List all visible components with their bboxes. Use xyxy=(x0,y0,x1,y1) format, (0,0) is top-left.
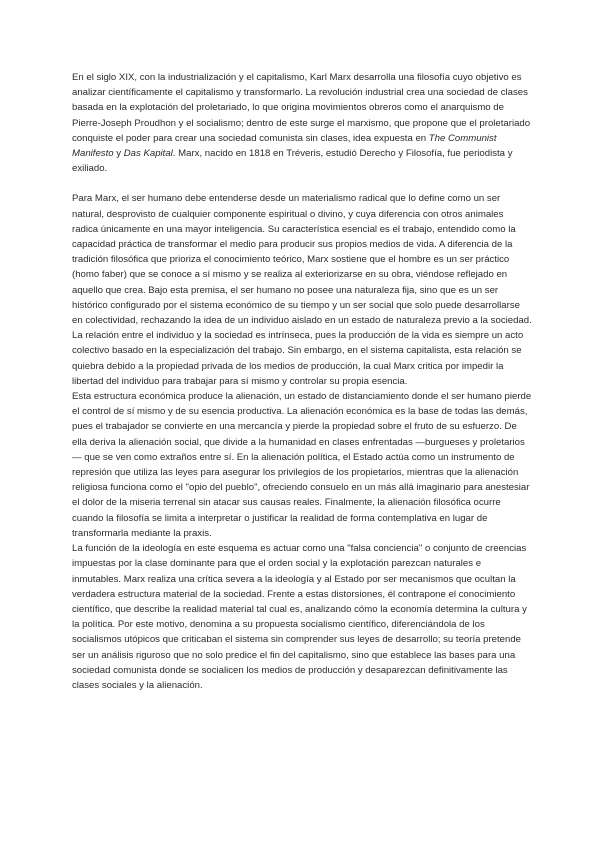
paragraph-text: La relación entre el individuo y la sociedad es intrínseca, pues la producción de la vida es siempre un acto colectivo basado en la especialización del trabajo. Sin embargo, en el sistema capitalista, esta relación se quiebra debido a la propiedad privada de los medios de producción, la cual Marx critica por impedir la libertad del individuo para trabajar para sí mismo y controlar su propia esencia. xyxy=(72,330,524,387)
paragraph-intro xyxy=(72,70,532,176)
paragraph-text: Para Marx, el ser humano debe entenderse desde un materialismo radical que lo define como un ser natural, desprovisto de cualquier componente espiritual o divino, y cuya diferencia con otros animales radica únicamente en una mayor inteligencia. Su característica esencial es el trabajo, entendido como la capacidad práctica de transformar el medio para producir sus propios medios de vida. A diferencia de la tradición filosófica que prioriza el conocimiento teórico, Marx sostiene que el hombre es un ser práctico (homo faber) que se conoce a sí mismo y se realiza al exteriorizarse en su obra, viéndose reflejado en aquello que crea. Bajo esta premisa, el ser humano no posee una naturaleza fija, sino que es un ser histórico configurado por el sistema económico de su tiempo y un ser social que solo puede desarrollarse en colectividad, rechazando la idea de un individuo aislado en un estado de naturaleza previo a la sociedad. xyxy=(72,193,532,327)
paragraph-ideology xyxy=(72,541,532,693)
paragraph-text: y xyxy=(113,148,124,160)
paragraph-text: En el siglo XIX, con la industrialización y el capitalismo, Karl Marx desarrolla una filosofía cuyo objetivo es analizar científicamente el capitalismo y transformarlo. La revolución industrial crea una sociedad de clases basada en la explotación del proletariado, lo que origina movimientos obreros como el anarquismo de Pierre-Joseph Proudhon y el socialismo; dentro de este surge el marxismo, que propone que el proletariado conquiste el poder para crear una sociedad comunista sin clases, idea expuesta en xyxy=(72,72,531,144)
paragraph-text: La función de la ideología en este esquema es actuar como una "falsa conciencia" o conjunto de creencias impuestas por la clase dominante para que el orden social y la explotación parezcan naturales e inmutables. Marx realiza una crítica severa a la ideología y al Estado por ser mecanismos que ocultan la verdadera estructura material de la sociedad. Frente a estas distorsiones, él contrapone el conocimiento científico, que describe la realidad material tal cual es, analizando cómo la economía determina la cultura y la política. Por este motivo, denomina a su propuesta socialismo científico, diferenciándola de los socialismos utópicos que criticaban el sistema sin comprender sus leyes de desarrollo; su teoría pretende ser un análisis riguroso que no solo predice el fin del capitalismo, sino que establece las bases para una sociedad comunista donde se socialicen los medios de producción y desaparezcan definitivamente las clases sociales y la alienación. xyxy=(72,543,527,691)
book-title-das-kapital: Das Kapital xyxy=(123,148,173,160)
document-body xyxy=(72,70,532,693)
paragraph-individual-society xyxy=(72,328,532,389)
paragraph-human-nature xyxy=(72,191,532,328)
paragraph-alienation xyxy=(72,389,532,541)
paragraph-text: Esta estructura económica produce la alienación, un estado de distanciamiento donde el ser humano pierde el control de sí mismo y de su esencia productiva. La alienación económica es la base de todas las demás, pues el trabajador se convierte en una mercancía y pierde la propiedad sobre el fruto de su esfuerzo. De ella deriva la alienación social, que divide a la humanidad en clases enfrentadas —burgueses y proletarios— que se ven como extraños entre sí. En la alienación política, el Estado actúa como un instrumento de represión que utiliza las leyes para asegurar los privilegios de los propietarios, mientras que la alienación religiosa funciona como el "opio del pueblo", ofreciendo consuelo en un más allá imaginario para anestesiar el dolor de la miseria terrenal sin atacar sus causas reales. Finalmente, la alienación filosófica ocurre cuando la filosofía se limita a interpretar o justificar la realidad de forma contemplativa en lugar de transformarla mediante la praxis. xyxy=(72,391,532,539)
paragraph-text: . Marx, nacido en 1818 en Tréveris, estudió Derecho y Filosofía, fue periodista y exiliado. xyxy=(72,148,513,175)
book-title-communist-manifesto: The Communist Manifesto xyxy=(72,132,497,160)
